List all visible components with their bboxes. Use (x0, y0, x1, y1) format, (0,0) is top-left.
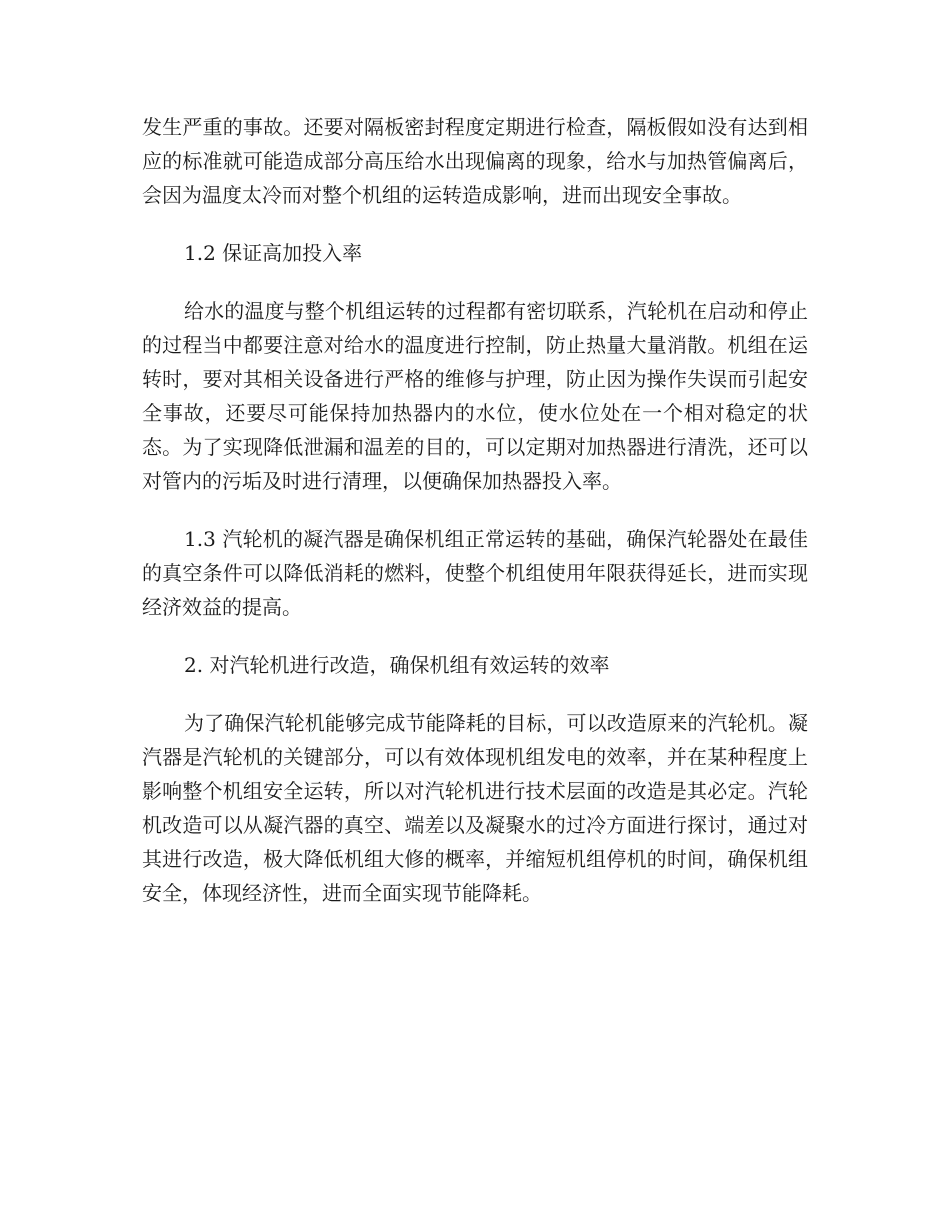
paragraph-feedwater: 给水的温度与整个机组运转的过程都有密切联系，汽轮机在启动和停止的过程当中都要注意对给水的温度进行控制，防止热量大量消散。机组在运转时，要对其相关设备进行严格的维修与护理，防止因为操作失误而引起安全事故，还要尽可能保持加热器内的水位，使水位处在一个相对稳定的状态。为了实现降低泄漏和温差的目的，可以定期对加热器进行清洗，还可以对管内的污垢及时进行清理，以便确保加热器投入率。 (142, 299, 808, 493)
document-body (142, 110, 808, 934)
section-heading-1-2: 1.2 保证高加投入率 (184, 241, 363, 265)
section-heading-2: 2. 对汽轮机进行改造，确保机组有效运转的效率 (184, 653, 610, 677)
paragraph-continuation: 发生严重的事故。还要对隔板密封程度定期进行检查，隔板假如没有达到相应的标准就可能造成部分高压给水出现偏离的现象，给水与加热管偏离后，会因为温度太冷而对整个机组的运转造成影响，进而出现安全事故。 (142, 115, 808, 207)
paragraph-turbine-retrofit: 为了确保汽轮机能够完成节能降耗的目标，可以改造原来的汽轮机。凝汽器是汽轮机的关键部分，可以有效体现机组发电的效率，并在某种程度上影响整个机组安全运转，所以对汽轮机进行技术层面的改造是其必定。汽轮机改造可以从凝汽器的真空、端差以及凝聚水的过冷方面进行探讨，通过对其进行改造，极大降低机组大修的概率，并缩短机组停机的时间，确保机组安全，体现经济性，进而全面实现节能降耗。 (142, 711, 808, 905)
paragraph-condenser: 1.3 汽轮机的凝汽器是确保机组正常运转的基础，确保汽轮器处在最佳的真空条件可以降低消耗的燃料，使整个机组使用年限获得延长，进而实现经济效益的提高。 (142, 527, 808, 619)
